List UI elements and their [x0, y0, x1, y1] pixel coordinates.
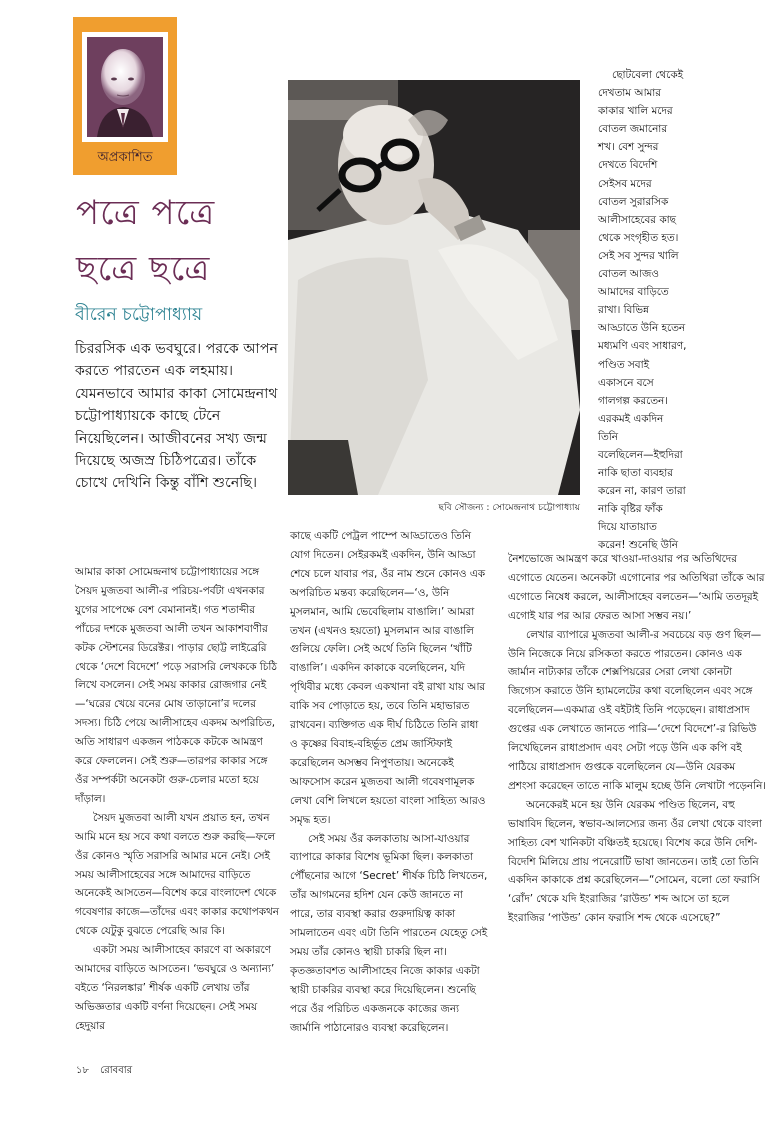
text-line: সেইসব মদের [598, 177, 652, 190]
article-title [76, 185, 286, 297]
text-line: নাকি বৃষ্টির ফাঁক [598, 503, 663, 516]
paragraph: একটা সময় আলীসাহেব কারণে বা অকারণে আমাদের বাড়িতে আসতেন। ‘ভবঘুরে ও অন্যান্য’ বইতে ‘নিরলঙ্কার’ শীর্ষক একটি লেখায় তাঁর অভিজ্ঞতার একটি বর্ণনা দিয়েছেন। সেই সময় হেদুয়ার [75, 944, 275, 1032]
column-1 [75, 563, 280, 1036]
title-line-1: পত্রে পত্রে [76, 193, 216, 233]
text-line: বোতল সুরারসিক [598, 195, 669, 208]
magazine-name: রোববার [100, 1065, 133, 1076]
photograph [288, 80, 580, 495]
text-line: শখ। বেশ সুন্দর [598, 141, 659, 154]
author-name: বীরেন চট্টোপাধ্যায় [75, 305, 203, 325]
text-line: বোতল জমানোর [598, 123, 668, 136]
author-portrait [82, 32, 168, 142]
text-line: গালগল্প করতেন। [598, 394, 668, 407]
text-line: এরকমই একদিন [598, 412, 664, 425]
paragraph: কাছে একটি পেট্রল পাম্পে আড্ডাতেও তিনি যোগ দিতেন। সেইরকমই একদিন, উনি আড্ডা শেষে চলে যাবার পর, ওঁর নাম শুনে কোনও এক অপরিচিত মন্তব্য করেছিলেন—‘ও, উনি মুসলমান, আমি ভেবেছিলাম বাঙালি।’ আমরা তখন (এখনও হয়তো) মুসলমান আর বাঙালি গুলিয়ে ফেলি। সেই অর্থে তিনি ছিলেন ‘খাঁটি বাঙালি’। একদিন কাকাকে বলেছিলেন, যদি পৃথিবীর মধ্যে কেবল একখানা বই রাখা যায় আর বাকি সব পোড়াতে হয়, তবে তিনি মহাভারত রাখবেন। ব্যক্তিগত এক দীর্ঘ চিঠিতে তিনি রাধা ও কৃষ্ণের বিবাহ-বহির্ভূত প্রেম জাস্টিফাই করেছিলেন অসম্ভব নিপুণতায়। অনেকেই আফসোস করেন মুজতবা আলী গবেষণামূলক লেখা বেশি লিখলে হয়তো বাংলা সাহিত্য আরও সমৃদ্ধ হত। [290, 530, 486, 826]
text-line: আড্ডাতে উনি হতেন [598, 322, 686, 335]
section-label: অপ্রকাশিত [97, 150, 153, 165]
text-line: নাকি ছাতা ব্যবহার [598, 467, 673, 480]
paragraph: সৈয়দ মুজতবা আলী যখন প্রয়াত হন, তখন আমি মনে হয় সবে কথা বলতে শুরু করছি—ফলে ওঁর কোনও স্মৃতি সরাসরি আমার মনে নেই। সেই সময় আলীসাহেবের সঙ্গে আমাদের বাড়িতে অনেকেই আসতেন—বিশেষ করে বাংলাদেশ থেকে গবেষণার কাজে—তাঁদের এবং কাকার কথোপকথন থেকে যেটুকু বুঝতে পেরেছি আর কি। [75, 811, 279, 938]
photo-caption: ছবি সৌজন্য : সোমেন্দ্রনাথ চট্টোপাধ্যায় [438, 502, 580, 513]
text-line: দেখতাম আমার [598, 87, 661, 100]
paragraph: অনেকেরই মনে হয় উনি যেরকম পণ্ডিত ছিলেন, বহু ভাষাবিদ ছিলেন, স্বভাব-আলস্যের জন্য ওঁর লেখা থেকে বাংলা সাহিত্য বেশ খানিকটা বঞ্চিতই হয়েছে। বিশেষ করে উনি দেশি-বিদেশি মিলিয়ে প্রায় পনেরোটি ভাষা জানতেন। তাই তো তিনি একদিন কাকাকে প্রশ্ন করেছিলেন—“সোমেন, বলো তো ফরাসি ‘রোঁদ’ থেকে যদি ইংরাজির ‘রাউন্ড’ শব্দ আসে তা হলে ইংরাজির ‘পাউন্ড’ কোন ফরাসি শব্দ থেকে এসেছে?” [508, 798, 762, 925]
title-line-2: ছত্রে ছত্রে [76, 249, 211, 289]
text-line: বোতল আজও [598, 268, 659, 281]
text-line: দেখতে বিদেশি [598, 159, 658, 172]
text-line: আলীসাহেবের কাছ [598, 213, 676, 226]
text-line: থেকে সংগৃহীত হত। [598, 231, 679, 244]
text-line: করেন না, কারণ তারা [598, 485, 686, 498]
photo-image [288, 80, 580, 495]
text-line: মধ্যমণি এবং সাধারণ, [598, 340, 687, 353]
paragraph: আমার কাকা সোমেন্দ্রনাথ চট্টোপাধ্যায়ের সঙ্গে সৈয়দ মুজতবা আলী-র পরিচয়-পর্বটা এখনকার যুগের সাপেক্ষে বেশ বেমানানই। গত শতাব্দীর পাঁচের দশকে মুজতবা আলী তখন আকাশবাণীর কটক স্টেশনের ডিরেক্টর। পাড়ার ছোট্ট লাইব্রেরি থেকে ‘দেশে বিদেশে’ পড়ে সরাসরি লেখককে চিঠি লিখে বসলেন। সেই সময় কাকার রোজগার নেই—‘ঘরের খেয়ে বনের মোষ তাড়ানো’র দলের সদস্য। চিঠি পেয়ে আলীসাহেব একদম অপরিচিত, অতি সাধারণ একজন পাঠককে কটকে আমন্ত্রণ করে ফেললেন। সেই শুরু—তারপর কাকার সঙ্গে ওঁর সম্পর্কটা অনেকটা গুরু-চেলার মতো হয়ে দাঁড়াল। [75, 566, 277, 805]
paragraph: সেই সময় ওঁর কলকাতায় আসা-যাওয়ার ব্যাপারে কাকার বিশেষ ভূমিকা ছিল। কলকাতা পৌঁছনোর আগে ‘Secret’ শীর্ষক চিঠি লিখতেন, তাঁর আগমনের হদিশ যেন কেউ জানতে না পারে, তার ব্যবস্থা করার গুরুদায়িত্ব কাকা সামলাতেন এবং এটা তিনি পারতেন যেহেতু সেই সময় তাঁর কোনও স্থায়ী চাকরি ছিল না। কৃতজ্ঞতাবশত আলীসাহেব নিজে কাকার একটা স্থায়ী চাকরির ব্যবস্থা করে দিয়েছিলেন। শুনেছি পরে ওঁর পরিচিত একজনকে কাজের জন্য জার্মানি পাঠানোরও ব্যবস্থা করেছিলেন। [290, 832, 488, 1034]
column-3-top [598, 66, 766, 555]
page-number: ১৮ [76, 1065, 89, 1076]
text-line: আমাদের বাড়িতে [598, 286, 669, 299]
portrait-image [87, 37, 163, 137]
text-line: রাখা। বিভিন্ন [598, 304, 649, 317]
text-line: কাকার খালি মদের [598, 105, 673, 118]
portrait-silhouette [87, 37, 163, 137]
column-3-bottom [508, 550, 766, 928]
text-line: ছোটবেলা থেকেই [612, 69, 683, 81]
page-footer [76, 1063, 132, 1080]
text-line: করেন! শুনেছি উনি [598, 539, 678, 552]
text-line: পণ্ডিত সবাই [598, 358, 649, 371]
text-line: দিয়ে যাতায়াত [598, 521, 657, 534]
text-line: সেই সব সুন্দর খালি [598, 249, 679, 262]
paragraph: লেখার ব্যাপারে মুজতবা আলী-র সবচেয়ে বড় গুণ ছিল—উনি নিজেকে নিয়ে রসিকতা করতে পারতেন। কোনও এক জার্মান নাট্যকার তাঁকে শেক্সপিয়রের সেরা লেখা কোনটা জিগ্যেস করাতে উনি হ্যামলেটের কথা বলেছিলেন এবং সঙ্গে বলেছিলেন—একমাত্র ওই বইটাই তিনি পড়েছেন। রাধাপ্রসাদ গুপ্তের এক লেখাতে জানতে পারি—‘দেশে বিদেশে’-র রিভিউ লিখেছিলেন রাধাপ্রসাদ এবং সেটা পড়ে উনি এক কপি বই পাঠিয়ে রাধাপ্রসাদ গুপ্তকে বলেছিলেন যে—উনি যেরকম প্রশংসা করেছেন তাতে নাকি মালুম হচ্ছে উনি লেখাটা পড়েননি। [508, 628, 766, 792]
text-line: একাসনে বসে [598, 376, 654, 389]
paragraph: নৈশভোজে আমন্ত্রণ করে খাওয়া-দাওয়ার পর অতিথিদের এগোতে যেতেন। অনেকটা এগোনোর পর অতিথিরা তাঁকে আর এগোতে নিষেধ করলে, আলীসাহেব বলতেন—‘আমি ততদূরই এগোই যার পর আর ফেরত আসা সম্ভব নয়।’ [508, 553, 765, 622]
column-2 [290, 527, 488, 1037]
text-line: বলেছিলেন—ইহুদিরা [598, 448, 683, 461]
lead-paragraph: চিররসিক এক ভবঘুরে। পরকে আপন করতে পারতেন এক লহমায়। যেমনভাবে আমার কাকা সোমেন্দ্রনাথ চট্টোপাধ্যায়কে কাছে টেনে নিয়েছিলেন। আজীবনের সখ্য জন্ম দিয়েছে অজস্র চিঠিপত্রের। তাঁকে চোখে দেখিনি কিন্তু বাঁশি শুনেছি। [75, 341, 278, 492]
text-line: তিনি [598, 430, 618, 443]
